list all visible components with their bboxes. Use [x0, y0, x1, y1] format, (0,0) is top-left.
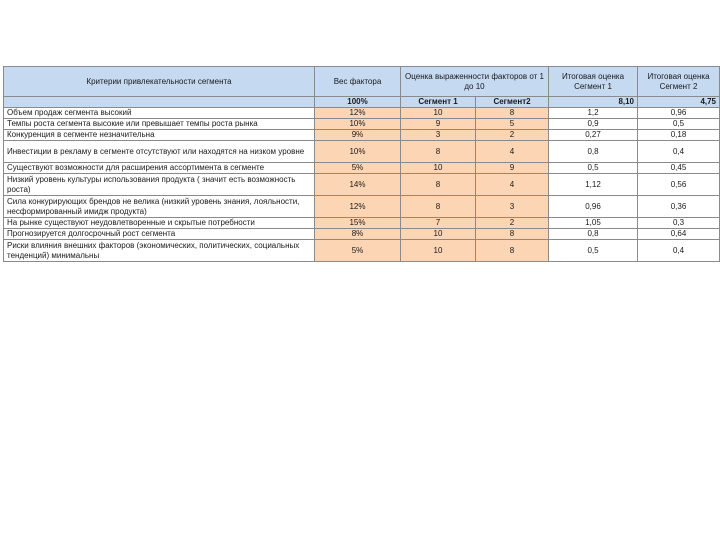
- criterion-cell: Сила конкурирующих брендов не велика (низкий уровень знания, лояльности, несформированный имидж продукта): [4, 196, 315, 218]
- segment1-score-cell: 8: [401, 174, 476, 196]
- weight-cell: 10%: [315, 141, 401, 163]
- segment1-result-cell: 0,96: [549, 196, 638, 218]
- table-row: [4, 218, 720, 229]
- segment2-score-cell: 3: [476, 196, 549, 218]
- table-row: [4, 119, 720, 130]
- weight-cell: 10%: [315, 119, 401, 130]
- segment1-score-cell: 10: [401, 229, 476, 240]
- criteria-rows: [4, 108, 720, 262]
- segment2-score-cell: 9: [476, 163, 549, 174]
- weight-total: 100%: [315, 97, 401, 108]
- segment1-result-cell: 1,05: [549, 218, 638, 229]
- table-row: [4, 163, 720, 174]
- segment2-score-cell: 4: [476, 141, 549, 163]
- segment1-result-cell: 0,27: [549, 130, 638, 141]
- result2-header: Итоговая оценка Сегмент 2: [638, 67, 720, 97]
- criterion-cell: Низкий уровень культуры использования продукта ( значит есть возможность роста): [4, 174, 315, 196]
- weight-cell: 14%: [315, 174, 401, 196]
- segment1-result-cell: 0,8: [549, 229, 638, 240]
- segment1-label: Сегмент 1: [401, 97, 476, 108]
- segment1-score-cell: 10: [401, 108, 476, 119]
- segment1-result-cell: 1,2: [549, 108, 638, 119]
- weight-cell: 12%: [315, 108, 401, 119]
- segment1-result-cell: 0,9: [549, 119, 638, 130]
- weight-cell: 15%: [315, 218, 401, 229]
- segment2-result-cell: 0,5: [638, 119, 720, 130]
- segment2-result-cell: 0,36: [638, 196, 720, 218]
- segment2-score-cell: 5: [476, 119, 549, 130]
- segment1-result-cell: 0,5: [549, 163, 638, 174]
- segment2-score-cell: 2: [476, 218, 549, 229]
- weight-header: Вес фактора: [315, 67, 401, 97]
- segment1-score-cell: 7: [401, 218, 476, 229]
- segment1-result-cell: 0,5: [549, 240, 638, 262]
- segment1-total: 8,10: [549, 97, 638, 108]
- criterion-cell: Темпы роста сегмента высокие или превышает темпы роста рынка: [4, 119, 315, 130]
- table-row: [4, 174, 720, 196]
- segment1-result-cell: 0,8: [549, 141, 638, 163]
- segment2-result-cell: 0,4: [638, 240, 720, 262]
- table-row: [4, 141, 720, 163]
- weight-cell: 9%: [315, 130, 401, 141]
- segment1-result-cell: 1,12: [549, 174, 638, 196]
- table-row: [4, 240, 720, 262]
- segment2-result-cell: 0,56: [638, 174, 720, 196]
- weight-cell: 8%: [315, 229, 401, 240]
- segment2-result-cell: 0,4: [638, 141, 720, 163]
- segment1-score-cell: 10: [401, 163, 476, 174]
- segment1-score-cell: 8: [401, 196, 476, 218]
- segment2-result-cell: 0,18: [638, 130, 720, 141]
- segment1-score-cell: 10: [401, 240, 476, 262]
- result1-header: Итоговая оценка Сегмент 1: [549, 67, 638, 97]
- segment2-label: Сегмент2: [476, 97, 549, 108]
- segment2-result-cell: 0,96: [638, 108, 720, 119]
- criterion-cell: Риски влияния внешних факторов (экономических, политических, социальных тенденций) минимальны: [4, 240, 315, 262]
- segment2-score-cell: 8: [476, 108, 549, 119]
- table-row: [4, 108, 720, 119]
- segment1-score-cell: 3: [401, 130, 476, 141]
- criteria-subheader-blank: [4, 97, 315, 108]
- segment2-result-cell: 0,64: [638, 229, 720, 240]
- segment2-score-cell: 2: [476, 130, 549, 141]
- segment-attractiveness-table: [3, 66, 720, 262]
- assessment-header: Оценка выраженности факторов от 1 до 10: [401, 67, 549, 97]
- segment2-score-cell: 8: [476, 229, 549, 240]
- criterion-cell: Прогнозируется долгосрочный рост сегмента: [4, 229, 315, 240]
- criteria-header: Критерии привлекательности сегмента: [4, 67, 315, 97]
- criterion-cell: Объем продаж сегмента высокий: [4, 108, 315, 119]
- weight-cell: 12%: [315, 196, 401, 218]
- segment1-score-cell: 9: [401, 119, 476, 130]
- segment2-score-cell: 8: [476, 240, 549, 262]
- criterion-cell: На рынке существуют неудовлетворенные и скрытые потребности: [4, 218, 315, 229]
- criterion-cell: Конкуренция в сегменте незначительна: [4, 130, 315, 141]
- segment2-score-cell: 4: [476, 174, 549, 196]
- segment1-score-cell: 8: [401, 141, 476, 163]
- criterion-cell: Существуют возможности для расширения ассортимента в сегменте: [4, 163, 315, 174]
- weight-cell: 5%: [315, 240, 401, 262]
- segment2-total: 4,75: [638, 97, 720, 108]
- table-row: [4, 229, 720, 240]
- weight-cell: 5%: [315, 163, 401, 174]
- segment2-result-cell: 0,45: [638, 163, 720, 174]
- table-row: [4, 196, 720, 218]
- table-row: [4, 130, 720, 141]
- criterion-cell: Инвестиции в рекламу в сегменте отсутствуют или находятся на низком уровне: [4, 141, 315, 163]
- segment2-result-cell: 0,3: [638, 218, 720, 229]
